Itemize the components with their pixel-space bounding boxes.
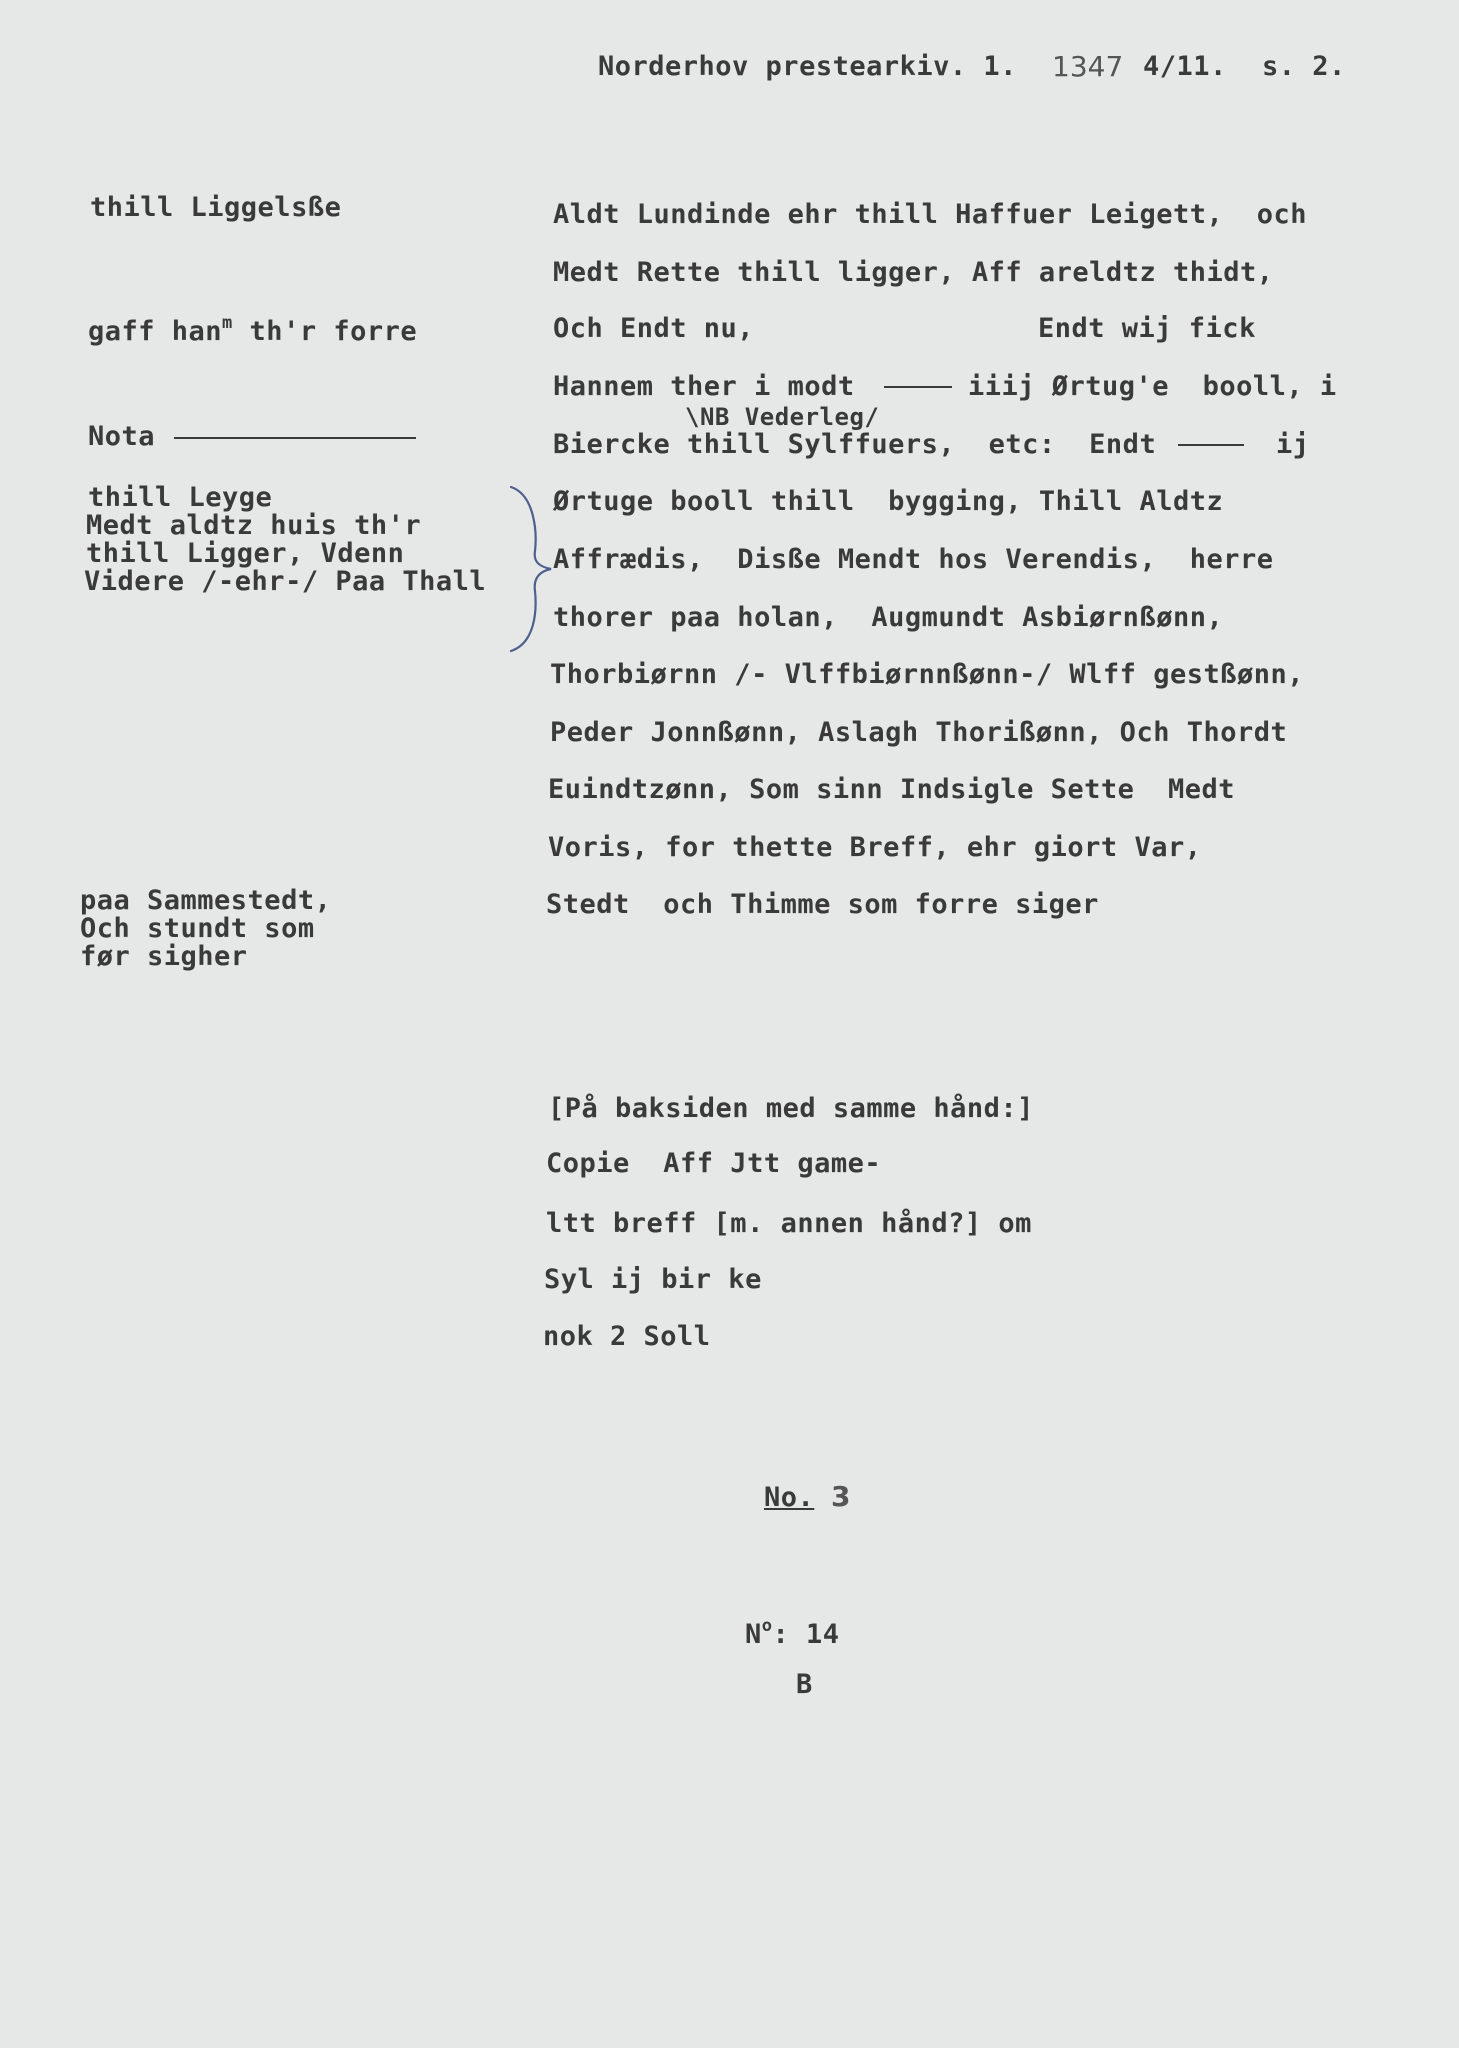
back-text-line: Syl ij bir ke xyxy=(544,1264,762,1295)
back-text-line: [På baksiden med samme hånd:] xyxy=(548,1093,1034,1124)
nota-rule xyxy=(174,437,416,439)
back-text-line: ltt breff [m. annen hånd?] om xyxy=(546,1208,1032,1239)
margin-note-2-text-end: th'r forre xyxy=(232,316,418,347)
main-text-line: Endt wij fick xyxy=(1038,313,1256,344)
main-text-line: Medt Rette thill ligger, Aff areldtz thidt, xyxy=(553,257,1274,288)
main-text-line: Hannem ther i modt xyxy=(553,371,855,402)
main-text-line: iiij Ørtug'e booll, i xyxy=(968,371,1337,402)
header-date: 4/11. xyxy=(1143,51,1227,82)
dash-rule xyxy=(1178,444,1244,446)
main-text-line: Aldt Lundinde ehr thill Haffuer Leigett, och xyxy=(553,199,1307,230)
n-number-value: : 14 xyxy=(772,1619,840,1650)
n-number-superscript: o xyxy=(761,1616,773,1636)
main-text-line: Biercke thill Sylffuers, etc: Endt xyxy=(553,429,1157,460)
number-label-value: 3 xyxy=(831,1480,852,1513)
back-text-line: Copie Aff Jtt game- xyxy=(546,1148,882,1179)
letter-mark: B xyxy=(796,1669,813,1700)
n-number-prefix: N xyxy=(745,1619,762,1650)
main-text-line: Affrædis, Disße Mendt hos Verendis, herre xyxy=(553,544,1274,575)
main-text-line: ij xyxy=(1276,429,1310,460)
main-text-line: Voris, for thette Breff, ehr giort Var, xyxy=(548,832,1202,863)
margin-note-2 xyxy=(88,308,417,347)
bracket-mark xyxy=(505,485,555,655)
main-text-line: thorer paa holan, Augmundt Asbiørnßønn, xyxy=(553,602,1224,633)
margin-nota-label: Nota xyxy=(88,421,156,452)
margin-note-2-text: gaff han xyxy=(88,316,223,347)
margin-note-1: thill Liggelsße xyxy=(90,192,342,223)
n-number xyxy=(745,1611,840,1650)
main-text-line: Thorbiørnn /- Vlffbiørnnßønn-/ Wlff gestßønn, xyxy=(550,659,1304,690)
margin-block-line: thill Leyge xyxy=(88,482,273,513)
margin-block2-line: før sigher xyxy=(80,941,248,972)
margin-block-line: Medt aldtz huis th'r xyxy=(86,510,422,541)
dash-rule xyxy=(884,386,952,388)
number-label-prefix: No. xyxy=(764,1482,815,1513)
margin-block2-line: paa Sammestedt, xyxy=(80,885,332,916)
main-text-line: Och Endt nu, xyxy=(553,313,755,344)
back-text-line: nok 2 Soll xyxy=(543,1321,711,1352)
main-text-line: Ørtuge booll thill bygging, Thill Aldtz xyxy=(553,486,1224,517)
number-label xyxy=(764,1482,851,1513)
main-text-line: Euindtzønn, Som sinn Indsigle Sette Medt xyxy=(548,774,1235,805)
main-text-line: Peder Jonnßønn, Aslagh Thorißønn, Och Thordt xyxy=(550,717,1288,748)
header-page-number: s. 2. xyxy=(1262,51,1346,82)
margin-block-line: Videre /-ehr-/ Paa Thall xyxy=(84,566,487,597)
header-handwritten-number: 1347 xyxy=(1052,50,1124,83)
header-archive-reference: Norderhov prestearkiv. 1. xyxy=(598,51,1017,82)
main-text-line: Stedt och Thimme som forre siger xyxy=(546,889,1099,920)
margin-block2-line: Och stundt som xyxy=(80,913,315,944)
interlinear-insertion: \NB Vederleg/ xyxy=(685,403,880,431)
margin-block-line: thill Ligger, Vdenn xyxy=(86,538,405,569)
margin-note-2-superscript: m xyxy=(222,313,233,333)
